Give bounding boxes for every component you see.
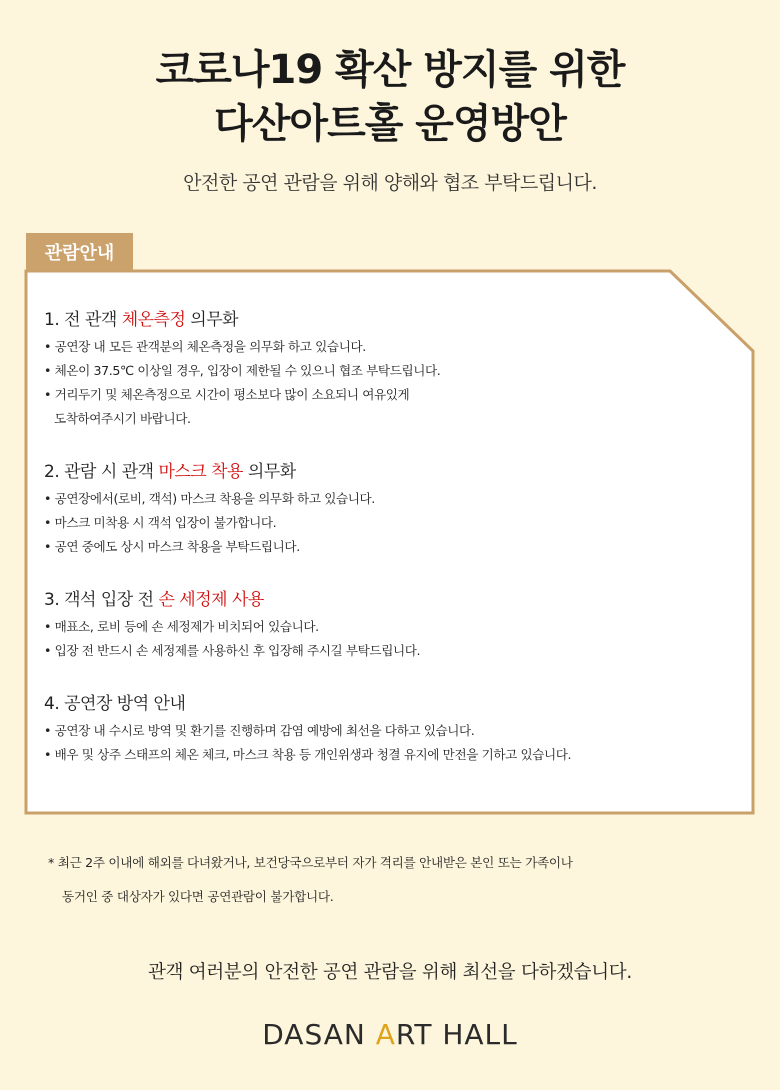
- logo-text: DASAN: [262, 1018, 376, 1051]
- list-item: • 공연장 내 모든 관객분의 체온측정을 의무화 하고 있습니다.: [44, 339, 366, 354]
- guide-content: [44, 305, 754, 793]
- section-disinfection: [44, 689, 754, 767]
- heading-highlight: 마스크 착용: [158, 462, 243, 482]
- list-item: • 거리두기 및 체온측정으로 시간이 평소보다 많이 소요되니 여유있게: [44, 387, 410, 402]
- logo-text: RT HALL: [395, 1018, 518, 1051]
- section-temperature: [44, 305, 754, 431]
- heading-highlight: 손 세정제 사용: [158, 590, 264, 610]
- dasan-art-hall-logo: [0, 1018, 780, 1051]
- heading-text: 3. 객석 입장 전: [44, 590, 159, 610]
- footnote-line1: * 최근 2주 이내에 해외를 다녀왔거나, 보건당국으로부터 자가 격리를 안내받은 본인 또는 가족이나: [48, 855, 573, 870]
- heading-text: 의무화: [185, 310, 239, 330]
- heading-text: 2. 관람 시 관객: [44, 462, 159, 482]
- footnote-line2: 동거인 중 대상자가 있다면 공연관람이 불가합니다.: [62, 889, 334, 904]
- section-heading: [44, 585, 754, 615]
- page-subtitle: 안전한 공연 관람을 위해 양해와 협조 부탁드립니다.: [183, 172, 597, 194]
- page-title-line2: 다산아트홀 운영방안: [214, 101, 566, 147]
- list-item: • 입장 전 반드시 손 세정제를 사용하신 후 입장해 주시길 부탁드립니다.: [44, 643, 421, 658]
- section-mask: [44, 457, 754, 559]
- section-sanitizer: [44, 585, 754, 663]
- closing-message: 관객 여러분의 안전한 공연 관람을 위해 최선을 다하겠습니다.: [148, 962, 632, 983]
- list-item: • 배우 및 상주 스태프의 체온 체크, 마스크 착용 등 개인위생과 청결 유지에 만전을 기하고 있습니다.: [44, 747, 572, 762]
- list-item: • 마스크 미착용 시 객석 입장이 불가합니다.: [44, 515, 277, 530]
- heading-text: 1. 전 관객: [44, 310, 122, 330]
- section-heading: [44, 689, 754, 719]
- list-item: 도착하여주시기 바랍니다.: [54, 411, 191, 426]
- list-item: • 매표소, 로비 등에 손 세정제가 비치되어 있습니다.: [44, 619, 319, 634]
- page-title-line1: 코로나19 확산 방지를 위한: [155, 47, 625, 93]
- list-item: • 공연장 내 수시로 방역 및 환기를 진행하며 감염 예방에 최선을 다하고 있습니다.: [44, 723, 475, 738]
- heading-text: 4. 공연장 방역 안내: [44, 694, 186, 714]
- list-item: • 공연장에서(로비, 객석) 마스크 착용을 의무화 하고 있습니다.: [44, 491, 375, 506]
- logo-accent: A: [375, 1018, 396, 1051]
- section-heading: [44, 457, 754, 487]
- heading-highlight: 체온측정: [121, 310, 186, 330]
- tab-viewing-guide: 관람안내: [26, 233, 133, 271]
- list-item: • 공연 중에도 상시 마스크 착용을 부탁드립니다.: [44, 539, 300, 554]
- list-item: • 체온이 37.5℃ 이상일 경우, 입장이 제한될 수 있으니 협조 부탁드립니다.: [44, 363, 441, 378]
- section-heading: [44, 305, 754, 335]
- heading-text: 의무화: [242, 462, 296, 482]
